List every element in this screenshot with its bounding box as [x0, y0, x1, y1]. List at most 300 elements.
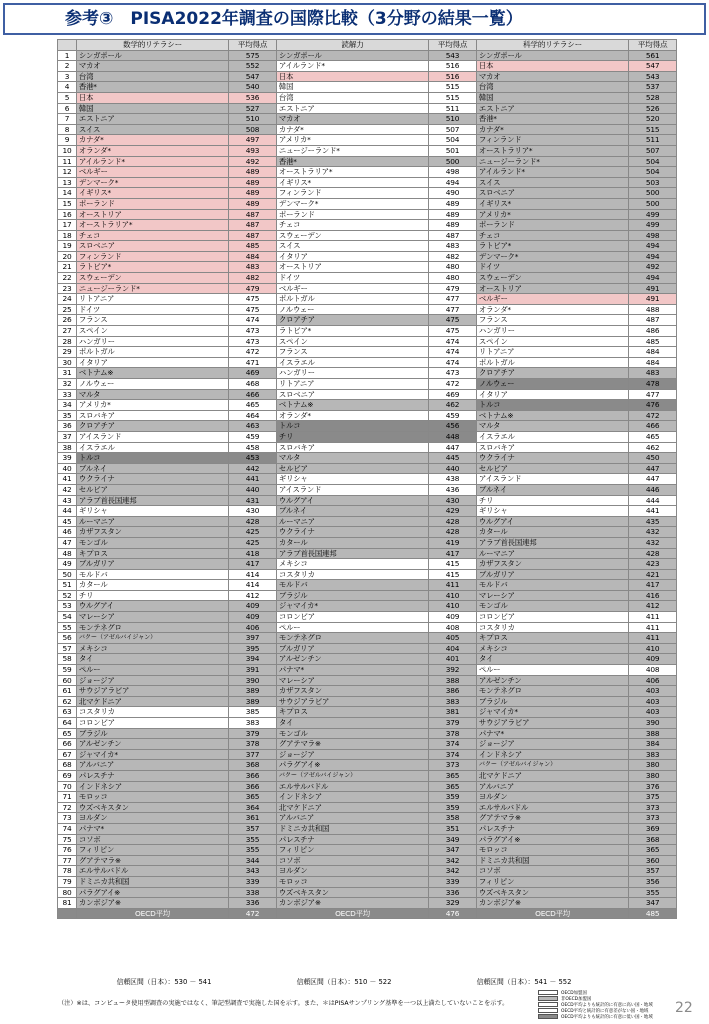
- read-country: コロンビア: [276, 612, 428, 623]
- legend-item: [538, 990, 690, 995]
- sci-country: アラブ首長国連邦: [476, 537, 628, 548]
- table-row: [58, 569, 677, 580]
- table-row: [58, 92, 677, 103]
- table-row: [58, 718, 677, 729]
- math-score: 527: [229, 103, 277, 114]
- math-score: 473: [229, 326, 277, 337]
- math-score: 475: [229, 304, 277, 315]
- read-score: 336: [429, 887, 477, 898]
- sci-country: ノルウェー: [476, 379, 628, 390]
- math-score: 497: [229, 135, 277, 146]
- sci-score: 403: [629, 696, 677, 707]
- math-country: インドネシア: [76, 781, 228, 792]
- sci-country: コスタリカ: [476, 622, 628, 633]
- rank-cell: 43: [58, 495, 77, 506]
- sci-score: 390: [629, 718, 677, 729]
- math-score: 379: [229, 728, 277, 739]
- math-country: カンボジア※: [76, 898, 228, 909]
- rank-cell: 26: [58, 315, 77, 326]
- read-country: フィンランド: [276, 188, 428, 199]
- table-row: [58, 273, 677, 284]
- sci-country: インドネシア: [476, 749, 628, 760]
- sci-score: 403: [629, 686, 677, 697]
- sci-score: 375: [629, 792, 677, 803]
- confidence-sci: 信頼区間（日本）：541 － 552: [476, 978, 572, 986]
- math-score: 489: [229, 198, 277, 209]
- sci-score: 500: [629, 198, 677, 209]
- rank-cell: 19: [58, 241, 77, 252]
- math-score: 389: [229, 696, 277, 707]
- math-score: 489: [229, 177, 277, 188]
- read-score: 474: [429, 347, 477, 358]
- math-country: タイ: [76, 654, 228, 665]
- sci-country: フィリピン: [476, 876, 628, 887]
- table-row: [58, 898, 677, 909]
- table-row: [58, 887, 677, 898]
- sci-score: 411: [629, 622, 677, 633]
- sci-country: セルビア: [476, 463, 628, 474]
- table-row: [58, 474, 677, 485]
- sci-header: 科学的リテラシー: [476, 40, 628, 51]
- sci-country: カンボジア※: [476, 898, 628, 909]
- sci-score: 446: [629, 484, 677, 495]
- table-row: [58, 612, 677, 623]
- table-row: [58, 728, 677, 739]
- read-country: ブラジル: [276, 590, 428, 601]
- read-country: 日本: [276, 71, 428, 82]
- sci-score: 491: [629, 283, 677, 294]
- read-score: 459: [429, 410, 477, 421]
- math-country: フィンランド: [76, 251, 228, 262]
- math-country: ブラジル: [76, 728, 228, 739]
- read-country: シンガポール: [276, 50, 428, 61]
- page-title: 参考③ PISA2022年調査の国際比較（3分野の結果一覧）: [3, 3, 706, 35]
- sci-country: ポルトガル: [476, 357, 628, 368]
- math-score: 473: [229, 336, 277, 347]
- table-row: [58, 781, 677, 792]
- read-country: アイルランド*: [276, 61, 428, 72]
- sci-score: 466: [629, 421, 677, 432]
- math-country: マレーシア: [76, 612, 228, 623]
- sci-score: 412: [629, 601, 677, 612]
- read-country: 韓国: [276, 82, 428, 93]
- table-row: [58, 442, 677, 453]
- math-score: 430: [229, 506, 277, 517]
- rank-cell: 17: [58, 220, 77, 231]
- math-score: 344: [229, 855, 277, 866]
- table-row: [58, 368, 677, 379]
- rank-cell: 3: [58, 71, 77, 82]
- read-score: 359: [429, 792, 477, 803]
- sci-country: ハンガリー: [476, 326, 628, 337]
- sci-country: チェコ: [476, 230, 628, 241]
- math-score: 390: [229, 675, 277, 686]
- table-row: [58, 484, 677, 495]
- sci-score: 526: [629, 103, 677, 114]
- read-score: 469: [429, 389, 477, 400]
- sci-score: 465: [629, 431, 677, 442]
- math-score: 406: [229, 622, 277, 633]
- table-row: [58, 749, 677, 760]
- table-row: [58, 209, 677, 220]
- table-row: [58, 156, 677, 167]
- read-country: オランダ*: [276, 410, 428, 421]
- sci-country: アメリカ*: [476, 209, 628, 220]
- rank-cell: 61: [58, 686, 77, 697]
- sci-country: サウジアラビア: [476, 718, 628, 729]
- read-score: 428: [429, 516, 477, 527]
- sci-country: アイスランド: [476, 474, 628, 485]
- read-score: 477: [429, 304, 477, 315]
- math-score: 365: [229, 792, 277, 803]
- math-score: 441: [229, 474, 277, 485]
- sci-country: ブルネイ: [476, 484, 628, 495]
- rank-cell: 48: [58, 548, 77, 559]
- math-country: 台湾: [76, 71, 228, 82]
- read-country: ジョージア: [276, 749, 428, 760]
- sci-score: 369: [629, 823, 677, 834]
- sci-country: ウクライナ: [476, 453, 628, 464]
- math-score: 355: [229, 845, 277, 856]
- math-country: サウジアラビア: [76, 686, 228, 697]
- math-score: 428: [229, 516, 277, 527]
- sci-country: モンテネグロ: [476, 686, 628, 697]
- sci-score: 450: [629, 453, 677, 464]
- math-country: スロバキア: [76, 410, 228, 421]
- read-score: 489: [429, 198, 477, 209]
- sci-country: バクー（アゼルバイジャン）: [476, 760, 628, 771]
- read-score: 329: [429, 898, 477, 909]
- read-score: 383: [429, 696, 477, 707]
- math-country: ギリシャ: [76, 506, 228, 517]
- read-country: コスタリカ: [276, 569, 428, 580]
- sci-score: 409: [629, 654, 677, 665]
- oecd-average-sci: 485: [629, 908, 677, 919]
- read-score: 543: [429, 50, 477, 61]
- math-country: 北マケドニア: [76, 696, 228, 707]
- table-row: [58, 537, 677, 548]
- read-score: 440: [429, 463, 477, 474]
- math-country: モロッコ: [76, 792, 228, 803]
- rank-cell: 37: [58, 431, 77, 442]
- table-row: [58, 654, 677, 665]
- math-country: バクー（アゼルバイジャン）: [76, 633, 228, 644]
- read-score: 477: [429, 294, 477, 305]
- math-country: ハンガリー: [76, 336, 228, 347]
- math-score: 366: [229, 770, 277, 781]
- math-score: 459: [229, 431, 277, 442]
- read-country: 北マケドニア: [276, 802, 428, 813]
- rank-cell: 68: [58, 760, 77, 771]
- math-score: 464: [229, 410, 277, 421]
- sci-country: コソボ: [476, 866, 628, 877]
- sci-country: オーストラリア*: [476, 145, 628, 156]
- sci-score: 503: [629, 177, 677, 188]
- math-score: 378: [229, 739, 277, 750]
- sci-country: カナダ*: [476, 124, 628, 135]
- read-score: 511: [429, 103, 477, 114]
- rank-cell: 65: [58, 728, 77, 739]
- rank-cell: 57: [58, 643, 77, 654]
- sci-score: 432: [629, 537, 677, 548]
- read-score: 489: [429, 220, 477, 231]
- rank-cell: 31: [58, 368, 77, 379]
- table-row: [58, 876, 677, 887]
- rank-header: [58, 40, 77, 51]
- rank-cell: 62: [58, 696, 77, 707]
- sci-score: 484: [629, 347, 677, 358]
- read-country: オーストリア: [276, 262, 428, 273]
- math-score: 485: [229, 241, 277, 252]
- read-country: ギリシャ: [276, 474, 428, 485]
- read-country: アイスランド: [276, 484, 428, 495]
- math-country: 韓国: [76, 103, 228, 114]
- math-score: 547: [229, 71, 277, 82]
- read-country: カタール: [276, 537, 428, 548]
- math-score: 391: [229, 665, 277, 676]
- sci-score: 504: [629, 167, 677, 178]
- read-country: デンマーク*: [276, 198, 428, 209]
- table-row: [58, 294, 677, 305]
- sci-score: 537: [629, 82, 677, 93]
- table-row: [58, 283, 677, 294]
- table-row: [58, 675, 677, 686]
- rank-cell: 28: [58, 336, 77, 347]
- read-score: 415: [429, 559, 477, 570]
- math-score: 489: [229, 188, 277, 199]
- legend-label: OECD加盟国: [561, 990, 587, 996]
- sci-country: パラグアイ※: [476, 834, 628, 845]
- math-score: 425: [229, 537, 277, 548]
- rank-cell: 56: [58, 633, 77, 644]
- math-country: コロンビア: [76, 718, 228, 729]
- math-score: 508: [229, 124, 277, 135]
- rank-cell: 33: [58, 389, 77, 400]
- math-score: 465: [229, 400, 277, 411]
- rank-cell: 41: [58, 474, 77, 485]
- sci-country: マカオ: [476, 71, 628, 82]
- read-score: 473: [429, 368, 477, 379]
- table-row: [58, 834, 677, 845]
- read-country: ヨルダン: [276, 866, 428, 877]
- sci-country: 日本: [476, 61, 628, 72]
- rank-cell: 2: [58, 61, 77, 72]
- sci-score: 411: [629, 633, 677, 644]
- sci-score: 388: [629, 728, 677, 739]
- sci-country: スイス: [476, 177, 628, 188]
- table-row: [58, 326, 677, 337]
- read-country: ニュージーランド*: [276, 145, 428, 156]
- read-country: アメリカ*: [276, 135, 428, 146]
- sci-score: 380: [629, 770, 677, 781]
- math-country: メキシコ: [76, 643, 228, 654]
- rank-cell: 81: [58, 898, 77, 909]
- read-country: スロベニア: [276, 389, 428, 400]
- read-country: ハンガリー: [276, 368, 428, 379]
- rank-cell: 21: [58, 262, 77, 273]
- read-score: 401: [429, 654, 477, 665]
- read-country: ウズベキスタン: [276, 887, 428, 898]
- sci-country: 北マケドニア: [476, 770, 628, 781]
- read-score: 516: [429, 61, 477, 72]
- math-score: 389: [229, 686, 277, 697]
- rank-cell: 51: [58, 580, 77, 591]
- read-score: 507: [429, 124, 477, 135]
- rank-cell: 1: [58, 50, 77, 61]
- read-header: 読解力: [276, 40, 428, 51]
- read-score: 339: [429, 876, 477, 887]
- math-score: 510: [229, 114, 277, 125]
- table-row: [58, 336, 677, 347]
- math-score: 343: [229, 866, 277, 877]
- math-country: キプロス: [76, 548, 228, 559]
- math-country: ウルグアイ: [76, 601, 228, 612]
- read-score: 475: [429, 326, 477, 337]
- math-score: 417: [229, 559, 277, 570]
- legend-item: [538, 1008, 690, 1013]
- sci-score: 494: [629, 251, 677, 262]
- read-score: 365: [429, 770, 477, 781]
- rank-cell: 66: [58, 739, 77, 750]
- rank-cell: 27: [58, 326, 77, 337]
- read-country: アルバニア: [276, 813, 428, 824]
- read-country: スペイン: [276, 336, 428, 347]
- read-country: ポルトガル: [276, 294, 428, 305]
- table-row: [58, 347, 677, 358]
- table-row: [58, 124, 677, 135]
- math-score: 482: [229, 273, 277, 284]
- read-score: 419: [429, 537, 477, 548]
- math-score: 463: [229, 421, 277, 432]
- ranking-table: [57, 39, 677, 919]
- sci-country: カタール: [476, 527, 628, 538]
- math-score: 575: [229, 50, 277, 61]
- sci-score: 488: [629, 304, 677, 315]
- sci-country: 台湾: [476, 82, 628, 93]
- sci-country: ギリシャ: [476, 506, 628, 517]
- math-score: 487: [229, 230, 277, 241]
- sci-country: キプロス: [476, 633, 628, 644]
- read-score: 448: [429, 431, 477, 442]
- math-score: 409: [229, 601, 277, 612]
- math-country: セルビア: [76, 484, 228, 495]
- read-score: 474: [429, 357, 477, 368]
- confidence-math: 信頼区間（日本）：530 － 541: [116, 978, 212, 986]
- read-score: 365: [429, 781, 477, 792]
- math-score: 361: [229, 813, 277, 824]
- table-row: [58, 262, 677, 273]
- oecd-average-label: OECD平均: [476, 908, 628, 919]
- read-score: 475: [429, 315, 477, 326]
- math-score: 536: [229, 92, 277, 103]
- table-row: [58, 548, 677, 559]
- sci-country: エルサルバドル: [476, 802, 628, 813]
- legend-swatch: [538, 1008, 558, 1013]
- legend-swatch: [538, 990, 558, 995]
- sci-score: 478: [629, 379, 677, 390]
- read-score: 351: [429, 823, 477, 834]
- rank-cell: 60: [58, 675, 77, 686]
- math-country: スペイン: [76, 326, 228, 337]
- read-score: 494: [429, 177, 477, 188]
- read-country: ジャマイカ*: [276, 601, 428, 612]
- sci-score: 368: [629, 834, 677, 845]
- rank-cell: 45: [58, 516, 77, 527]
- sci-country: イタリア: [476, 389, 628, 400]
- read-country: スイス: [276, 241, 428, 252]
- sci-score: 428: [629, 548, 677, 559]
- read-score: 379: [429, 718, 477, 729]
- sci-score: 380: [629, 760, 677, 771]
- sci-country: アルバニア: [476, 781, 628, 792]
- legend-label: 非OECD加盟国: [561, 996, 592, 1002]
- read-country: アルゼンチン: [276, 654, 428, 665]
- rank-cell: 72: [58, 802, 77, 813]
- table-row: [58, 145, 677, 156]
- read-score: 359: [429, 802, 477, 813]
- sci-country: イギリス*: [476, 198, 628, 209]
- read-score: 409: [429, 612, 477, 623]
- math-country: ノルウェー: [76, 379, 228, 390]
- read-score: 358: [429, 813, 477, 824]
- read-score: 386: [429, 686, 477, 697]
- rank-cell: 53: [58, 601, 77, 612]
- table-row: [58, 379, 677, 390]
- math-score: 366: [229, 781, 277, 792]
- read-country: ベルギー: [276, 283, 428, 294]
- sci-country: イスラエル: [476, 431, 628, 442]
- math-score: 468: [229, 379, 277, 390]
- math-country: ジャマイカ*: [76, 749, 228, 760]
- sci-score: 357: [629, 866, 677, 877]
- sci-country: ブラジル: [476, 696, 628, 707]
- table-row: [58, 855, 677, 866]
- legend-item: [538, 1014, 690, 1019]
- math-score: 440: [229, 484, 277, 495]
- read-country: 香港*: [276, 156, 428, 167]
- sci-country: ベルギー: [476, 294, 628, 305]
- sci-country: ドミニカ共和国: [476, 855, 628, 866]
- read-score: 408: [429, 622, 477, 633]
- math-country: イスラエル: [76, 442, 228, 453]
- table-row: [58, 527, 677, 538]
- table-row: [58, 665, 677, 676]
- sci-score: 476: [629, 400, 677, 411]
- read-score: 474: [429, 336, 477, 347]
- math-score: 394: [229, 654, 277, 665]
- read-country: コソボ: [276, 855, 428, 866]
- math-country: スロベニア: [76, 241, 228, 252]
- rank-cell: 20: [58, 251, 77, 262]
- rank-cell: 49: [58, 559, 77, 570]
- rank-cell: 76: [58, 845, 77, 856]
- sci-score: 423: [629, 559, 677, 570]
- rank-cell: 10: [58, 145, 77, 156]
- sci-score: 432: [629, 527, 677, 538]
- read-country: リトアニア: [276, 379, 428, 390]
- sci-score: 494: [629, 241, 677, 252]
- sci-score: 498: [629, 230, 677, 241]
- sci-country: カザフスタン: [476, 559, 628, 570]
- read-score: 487: [429, 230, 477, 241]
- sci-score: 355: [629, 887, 677, 898]
- read-score: 480: [429, 262, 477, 273]
- table-row: [58, 71, 677, 82]
- math-country: ブルガリア: [76, 559, 228, 570]
- sci-score: 356: [629, 876, 677, 887]
- math-score: 471: [229, 357, 277, 368]
- math-country: アルバニア: [76, 760, 228, 771]
